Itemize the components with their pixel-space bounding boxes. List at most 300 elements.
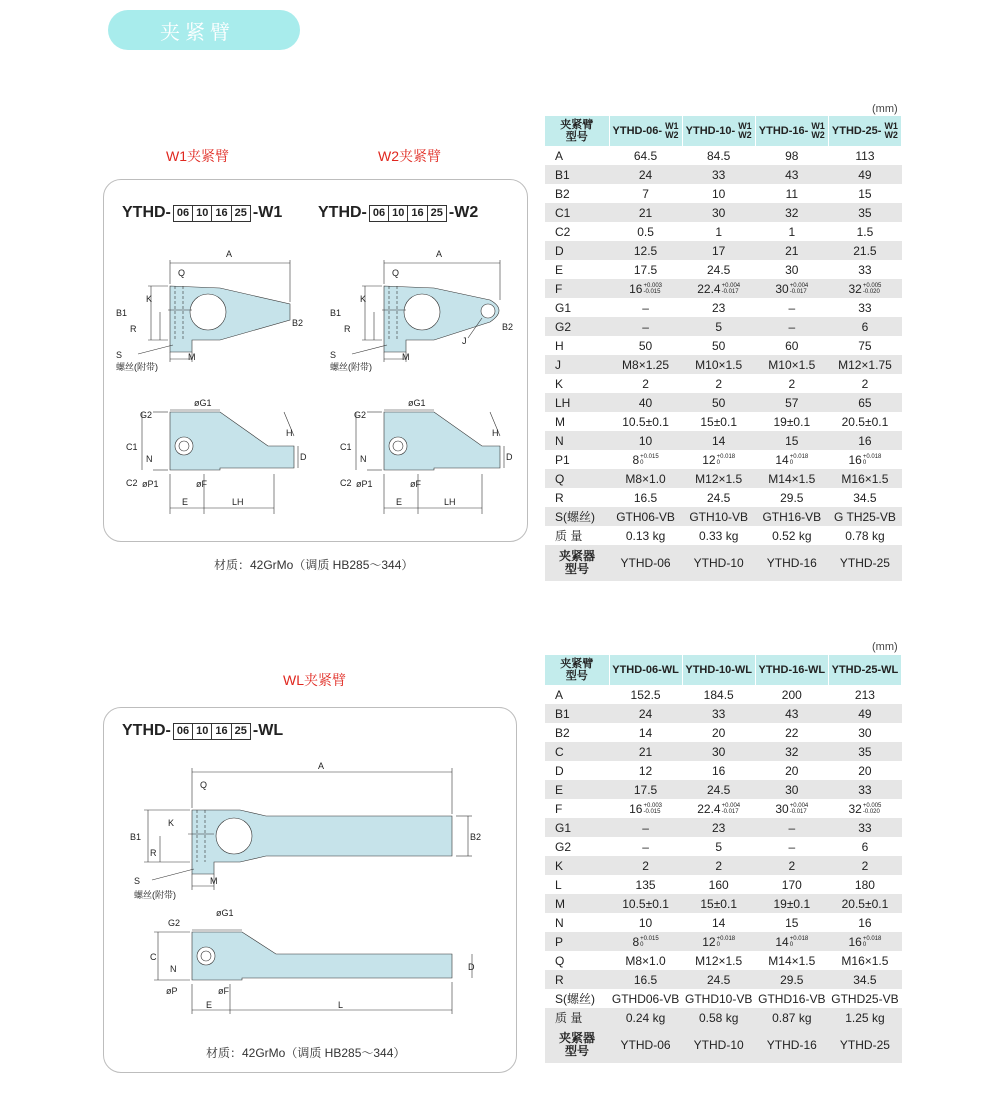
svg-text:M: M (402, 352, 410, 362)
tolerance: +0.005 -0.020 (862, 283, 882, 296)
table-cell: M12×1.5 (695, 953, 743, 968)
table-cell: 16.5 (609, 970, 682, 989)
table-cell: 0.52 kg (772, 528, 812, 543)
table-cell: 10 (609, 431, 682, 450)
bore-icon (190, 294, 226, 330)
dim-g1: øG1 (194, 398, 212, 408)
bore-icon (404, 294, 440, 330)
svg-text:øF: øF (410, 479, 421, 489)
table-cell: 30 (785, 262, 799, 277)
table-row (545, 165, 902, 184)
table-cell: GTH06-VB (609, 507, 682, 526)
table-row (545, 488, 902, 507)
table-row (545, 761, 902, 780)
table-cell: 50 (682, 393, 755, 412)
table-row (545, 450, 902, 469)
unit-label-2: (mm) (872, 641, 898, 653)
dim-e: E (206, 1000, 213, 1010)
page-title: 夹紧臂 (108, 10, 300, 50)
table-cell: 0.13 kg (625, 528, 666, 543)
dim-g2: G2 (140, 410, 153, 420)
svg-text:N: N (360, 454, 367, 464)
table-cell: M8×1.0 (625, 953, 666, 968)
dim-b1: B1 (130, 832, 142, 842)
table-row (545, 317, 902, 336)
dim-k: K (146, 294, 153, 304)
row-label: D (545, 241, 609, 260)
table-row (545, 989, 902, 1008)
table-cell: 14 (712, 915, 726, 930)
table-cell: 24 (609, 704, 682, 723)
table-cell: – (788, 839, 796, 854)
table-row (545, 685, 902, 704)
table-cell: 16 (858, 915, 872, 930)
table-cell: 29.5 (755, 970, 828, 989)
row-label: B1 (545, 704, 609, 723)
table-row (545, 875, 902, 894)
row-label: G2 (545, 317, 609, 336)
table-cell: 43 (755, 704, 828, 723)
table-cell: 21 (609, 203, 682, 222)
column-header: YTHD-16-WL (755, 655, 828, 685)
svg-text:C2: C2 (340, 478, 352, 488)
svg-text:G2: G2 (354, 410, 367, 420)
svg-text:øP1: øP1 (356, 479, 373, 489)
tolerance: +0.018 0 (716, 936, 736, 949)
table-cell: 15±0.1 (682, 894, 755, 913)
table-cell: 21 (609, 742, 682, 761)
w1-drawing (108, 240, 313, 530)
table-row (545, 894, 902, 913)
column-header: YTHD-25-WL (828, 655, 901, 685)
dim-d: D (300, 452, 307, 462)
dim-h: H (286, 428, 293, 438)
row-label: J (545, 355, 609, 374)
table-cell: 5 (715, 839, 723, 854)
svg-text:B1: B1 (330, 308, 342, 318)
table-cell: 49 (828, 165, 901, 184)
table-row (545, 431, 902, 450)
tolerance: +0.018 0 (862, 936, 882, 949)
row-label: 质 量 (555, 529, 583, 543)
table-row (545, 146, 902, 165)
row-label: G1 (545, 818, 609, 837)
row-label: L (555, 877, 562, 892)
dim-d: D (468, 962, 475, 972)
table-cell: 23 (712, 300, 726, 315)
table-cell: 20.5±0.1 (841, 414, 889, 429)
table-cell: 0.78 kg (845, 528, 885, 543)
dim-s: S (134, 876, 141, 886)
table-cell: M12×1.75 (828, 355, 901, 374)
dim-lh: LH (232, 497, 244, 507)
dim-a: A (226, 249, 233, 259)
table-cell: 213 (854, 687, 875, 702)
row-label: 质 量 (545, 1008, 609, 1027)
table-row (545, 412, 902, 431)
row-label: F (555, 801, 563, 816)
row-label: E (555, 262, 564, 277)
column-header: YTHD-06- W1 W2 (609, 116, 682, 146)
table-cell: GTH16-VB (755, 507, 828, 526)
table-row (545, 393, 902, 412)
table-cell: 35 (828, 203, 901, 222)
tolerance: +0.018 0 (716, 454, 736, 467)
table-cell: 10 (638, 915, 653, 930)
table-cell: 6 (861, 839, 869, 854)
svg-text:E: E (396, 497, 403, 507)
table-cell: 200 (781, 687, 802, 702)
table-cell: 0.24 kg (609, 1008, 682, 1027)
tolerance: +0.003 -0.015 (643, 803, 662, 816)
table-cell: 16 (828, 431, 901, 450)
table-cell: 23 (682, 818, 755, 837)
table-cell: 7 (642, 186, 649, 201)
screw-label: 螺丝(附带) (116, 362, 158, 372)
tolerance: +0.015 0 (640, 936, 659, 949)
dim-m: M (210, 876, 218, 886)
svg-text:J: J (462, 336, 467, 346)
dim-q: Q (178, 268, 186, 278)
table-cell: 14 (638, 725, 653, 740)
tolerance: +0.018 0 (789, 936, 809, 949)
row-label: S(螺丝) (545, 507, 609, 526)
dim-n: N (170, 964, 177, 974)
header-label-cell: 夹紧臂 型号 (545, 116, 609, 146)
table-cell: 20.5±0.1 (828, 894, 901, 913)
header-label-cell: 夹紧臂 型号 (545, 655, 609, 685)
table-cell: 33 (682, 165, 755, 184)
table-cell: 8 +0.015 0 (632, 452, 659, 467)
size-box: 06 10 16 25 (173, 205, 251, 222)
table-cell: 32 +0.005 -0.020 (848, 801, 882, 816)
table-cell: 30 +0.004 -0.017 (775, 801, 809, 816)
row-label: R (555, 490, 564, 505)
row-label: R (545, 970, 609, 989)
table-row (545, 184, 902, 203)
table-cell: 33 (682, 704, 755, 723)
svg-text:øG1: øG1 (408, 398, 426, 408)
row-label: Q (545, 469, 609, 488)
row-label: A (555, 148, 564, 163)
table-cell: 10.5±0.1 (609, 894, 682, 913)
column-header: YTHD-25- W1 W2 (828, 116, 901, 146)
table-cell: GTHD25-VB (831, 991, 899, 1006)
tolerance: +0.005 -0.020 (862, 803, 882, 816)
size-box: 06 10 16 25 (173, 723, 251, 740)
dim-g2: G2 (168, 918, 181, 928)
table-cell: 16 +0.018 0 (848, 452, 882, 467)
table-row (545, 507, 902, 526)
table-cell: 180 (854, 877, 875, 892)
spec-table-wl (545, 655, 902, 1063)
table-row (545, 1008, 902, 1027)
svg-text:螺丝(附带): 螺丝(附带) (330, 362, 372, 372)
dim-n: N (146, 454, 153, 464)
tolerance: +0.018 0 (862, 454, 882, 467)
table-cell: – (755, 818, 828, 837)
dim-b2: B2 (470, 832, 482, 842)
table-cell: 60 (785, 338, 799, 353)
table-cell: 0.33 kg (699, 528, 739, 543)
w1-top-view-body (170, 286, 290, 352)
table-cell: 6 (828, 317, 901, 336)
svg-text:H: H (492, 428, 499, 438)
table-cell: 57 (755, 393, 828, 412)
table-cell: 15 (785, 915, 799, 930)
table-cell: – (642, 839, 649, 854)
table-cell: 24.5 (707, 262, 731, 277)
table-cell: 12 +0.018 0 (682, 932, 755, 951)
table-cell: 33 (858, 262, 872, 277)
table-cell: 2 (682, 856, 755, 875)
column-header: YTHD-10-WL (682, 655, 755, 685)
table-cell: M8×1.25 (609, 355, 682, 374)
material-note-2: 材质：42GrMo（调质 HB285～344） (206, 1046, 406, 1060)
w2-title: W2夹紧臂 (378, 148, 441, 164)
table-cell: 24.5 (682, 780, 755, 799)
table-row (545, 260, 902, 279)
table-cell: 40 (609, 393, 682, 412)
table-cell: 30 (755, 780, 828, 799)
table-cell: 184.5 (703, 687, 734, 702)
table-cell: 20 (785, 763, 799, 778)
w1-title: W1夹紧臂 (166, 148, 229, 164)
table-cell: M16×1.5 (828, 469, 901, 488)
table-row (545, 913, 902, 932)
svg-text:R: R (344, 324, 351, 334)
table-cell: 10.5±0.1 (622, 414, 669, 429)
row-label: P1 (555, 452, 570, 467)
table-footer-row: 夹紧器 型号 YTHD-06 YTHD-10 YTHD-16 YTHD-25 (545, 1027, 902, 1063)
table-cell: M16×1.5 (841, 953, 889, 968)
table-cell: 2 (715, 376, 723, 391)
table-cell: 50 (638, 338, 653, 353)
model-code-w2: YTHD- 06 10 16 25 -W2 (318, 204, 479, 221)
w2-top-view-body (384, 286, 499, 352)
row-label: F (545, 279, 609, 298)
table-cell: 1.25 kg (828, 1008, 901, 1027)
dim-f: øF (218, 986, 229, 996)
table-cell: 21.5 (828, 241, 901, 260)
table-cell: 12 (638, 763, 653, 778)
row-label: LH (545, 393, 609, 412)
wl-title: WL夹紧臂 (283, 672, 346, 688)
row-label: B2 (555, 725, 570, 740)
table-cell: 16 (712, 763, 726, 778)
material-note-1: 材质：42GrMo（调质 HB285～344） (214, 558, 414, 572)
table-cell: – (788, 300, 796, 315)
table-cell: M12×1.5 (682, 469, 755, 488)
svg-text:S: S (330, 350, 337, 360)
table-cell: GTHD06-VB (611, 991, 680, 1006)
row-label: G1 (555, 300, 572, 315)
table-cell: 21 (755, 241, 828, 260)
column-header: YTHD-16- W1 W2 (755, 116, 828, 146)
table-cell: 43 (755, 165, 828, 184)
table-cell: 49 (828, 704, 901, 723)
table-cell: 135 (635, 877, 656, 892)
table-row (545, 970, 902, 989)
dim-k: K (168, 818, 175, 828)
row-label: Q (555, 953, 565, 968)
dim-p1: øP1 (142, 479, 159, 489)
table-row (545, 723, 902, 742)
table-row (545, 856, 902, 875)
table-row (545, 298, 902, 317)
table-cell: G TH25-VB (828, 507, 901, 526)
table-cell: 20 (858, 763, 872, 778)
table-cell: – (642, 300, 649, 315)
table-cell: M10×1.5 (755, 355, 828, 374)
svg-text:K: K (360, 294, 367, 304)
table-cell: 2 (828, 856, 901, 875)
row-label: C2 (555, 224, 571, 239)
row-label: M (555, 414, 565, 429)
dim-e: E (182, 497, 189, 507)
table-cell: 22.4 +0.004 -0.017 (682, 279, 755, 298)
table-row (545, 241, 902, 260)
table-row (545, 355, 902, 374)
svg-text:D: D (506, 452, 513, 462)
table-cell: 160 (708, 877, 729, 892)
dim-q: Q (200, 780, 208, 790)
row-label: D (555, 763, 564, 778)
table-row (545, 203, 902, 222)
row-label: E (545, 780, 609, 799)
table-cell: 29.5 (780, 490, 804, 505)
row-label: N (545, 431, 609, 450)
dim-c1: C1 (126, 442, 138, 452)
table-cell: 14 +0.018 0 (775, 452, 809, 467)
table-cell: 19±0.1 (773, 414, 811, 429)
dim-m: M (188, 352, 196, 362)
table-cell: 34.5 (853, 490, 877, 505)
table-cell: 30 (858, 725, 872, 740)
dim-b2: B2 (292, 318, 304, 328)
table-cell: 22 (785, 725, 799, 740)
table-cell: 0.5 (637, 224, 654, 239)
table-cell: 30 (682, 742, 755, 761)
row-label: A (555, 687, 564, 702)
table-cell: 75 (858, 338, 872, 353)
svg-text:B2: B2 (502, 322, 514, 332)
table-cell: 10 (712, 186, 726, 201)
table-cell: 5 (682, 317, 755, 336)
dim-r: R (150, 848, 157, 858)
table-cell: M10×1.5 (682, 355, 755, 374)
table-cell: 16 +0.003 -0.015 (629, 801, 662, 816)
dim-g1: øG1 (216, 908, 234, 918)
table-cell: – (609, 317, 682, 336)
table-cell: 14 (682, 431, 755, 450)
row-label: G2 (555, 839, 572, 854)
tolerance: +0.004 -0.017 (721, 803, 741, 816)
svg-text:LH: LH (444, 497, 456, 507)
dim-c2: C2 (126, 478, 138, 488)
table-row (545, 837, 902, 856)
table-cell: 15 (755, 431, 828, 450)
table-cell: GTHD16-VB (758, 991, 826, 1006)
table-cell: – (755, 317, 828, 336)
table-row (545, 336, 902, 355)
table-cell: 64.5 (633, 148, 658, 163)
table-row (545, 799, 902, 818)
dim-f: øF (196, 479, 207, 489)
row-label: S(螺丝) (555, 992, 595, 1006)
table-cell: 16 +0.018 0 (828, 932, 901, 951)
table-row (545, 818, 902, 837)
table-cell: 2 (788, 376, 796, 391)
table-cell: 1 (788, 224, 796, 239)
row-label: H (555, 338, 564, 353)
table-cell: M14×1.5 (768, 953, 816, 968)
tolerance: +0.004 -0.017 (789, 803, 809, 816)
table-cell: 2 (609, 856, 682, 875)
table-row (545, 374, 902, 393)
table-cell: 8 +0.015 0 (609, 932, 682, 951)
table-cell: 32 +0.005 -0.020 (828, 279, 901, 298)
dim-p: øP (166, 986, 178, 996)
tolerance: +0.015 0 (640, 454, 659, 467)
table-cell: 32 (755, 742, 828, 761)
table-cell: 15±0.1 (700, 414, 737, 429)
row-label: C (545, 742, 609, 761)
table-row (545, 469, 902, 488)
table-footer-row: 夹紧器 型号 YTHD-06 YTHD-10 YTHD-16 YTHD-25 (545, 545, 902, 581)
table-cell: 19±0.1 (755, 894, 828, 913)
table-cell: 2 (755, 856, 828, 875)
dim-c: C (150, 952, 157, 962)
model-code-wl: YTHD- 06 10 16 25 -WL (122, 722, 284, 739)
svg-text:C1: C1 (340, 442, 352, 452)
table-cell: 17.5 (633, 262, 658, 277)
table-cell: 12.5 (609, 241, 682, 260)
table-cell: M14×1.5 (755, 469, 828, 488)
table-cell: 14 +0.018 0 (755, 932, 828, 951)
row-label: B1 (545, 165, 609, 184)
size-box: 06 10 16 25 (369, 205, 447, 222)
table-cell: 0.58 kg (682, 1008, 755, 1027)
table-cell: 22.4 +0.004 -0.017 (697, 801, 741, 816)
tolerance: +0.018 0 (789, 454, 809, 467)
tapped-hole-icon (481, 304, 495, 318)
row-label: B2 (555, 186, 570, 201)
table-cell: 65 (828, 393, 901, 412)
svg-text:A: A (436, 249, 443, 259)
table-cell: 33 (828, 818, 901, 837)
row-label: K (555, 376, 564, 391)
row-label: P (545, 932, 609, 951)
table-cell: 24.5 (707, 490, 731, 505)
table-cell: M8×1.0 (609, 469, 682, 488)
table-row (545, 742, 902, 761)
table-cell: 17 (682, 241, 755, 260)
table-cell: 20 (712, 725, 726, 740)
table-cell: 33 (858, 300, 872, 315)
table-cell: 16 +0.003 -0.015 (609, 279, 682, 298)
row-label: M (545, 894, 609, 913)
table-cell: 98 (785, 148, 799, 163)
column-header: YTHD-10- W1 W2 (682, 116, 755, 146)
wl-drawing (122, 756, 492, 1026)
table-row (545, 526, 902, 545)
table-cell: 24 (609, 165, 682, 184)
tolerance: +0.004 -0.017 (789, 283, 809, 296)
table-cell: 15 (858, 186, 872, 201)
table-cell: 30 (682, 203, 755, 222)
table-cell: 1.5 (856, 224, 874, 239)
